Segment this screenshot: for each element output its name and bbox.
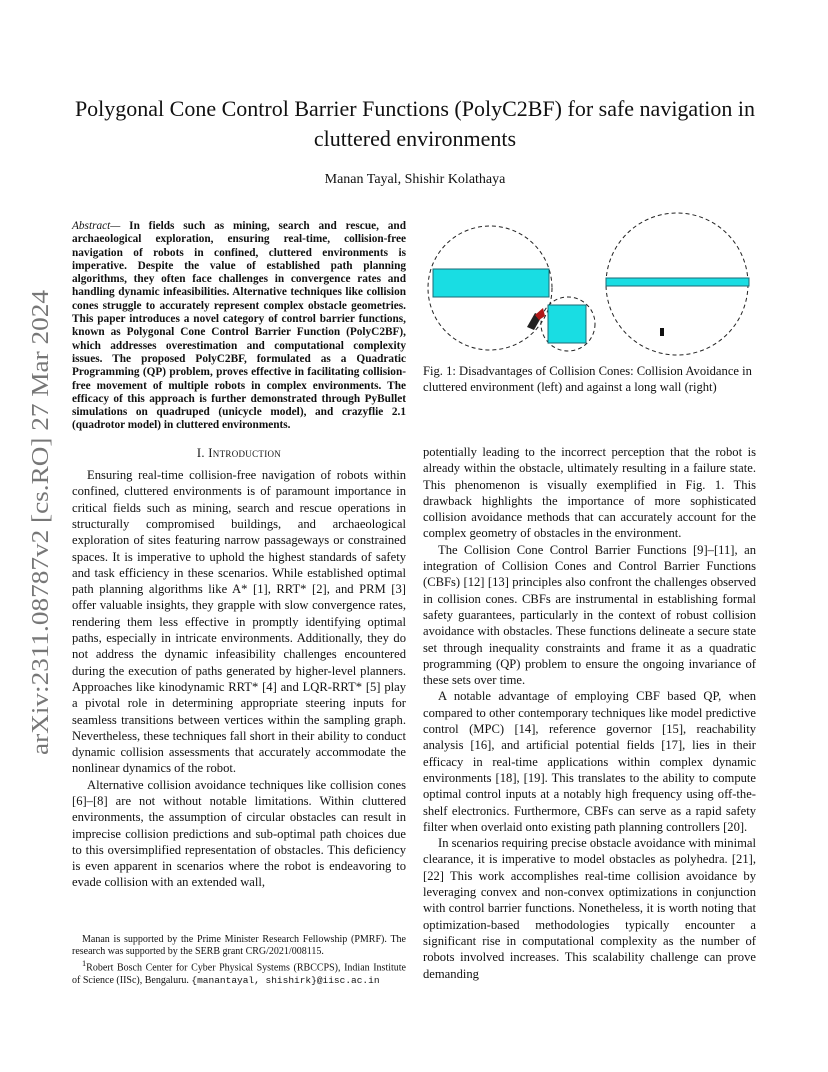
paragraph: In scenarios requiring precise obstacle avoidance with minimal clearance, it is imperative to model obstacles as polyhedra. [21], [22] This work accomplishes real-time collision avoidance by leveraging convex and non-convex optimizations in conjunction with control barrier functions. Nonetheless, it is worth noting that optimization-based methodologies typically encounter a significant rise in computational complexity as the number of robots involved increases. This scalability challenge can prove demanding [423,836,756,981]
abstract-text: In fields such as mining, search and rescue, and archaeological exploration, ensuring real-time, collision-free navigation of robots in confined, cluttered environments is imperative. Despite the value of established path planning algorithms, they often face challenges in convergence rates and handling dynamic infeasibilities. Alternative techniques like collision cones struggle to accurately represent complex obstacle geometries. This paper introduces a novel category of control barrier functions, known as Polygonal Cone Control Barrier Function (PolyC2BF), which addresses overestimation and computational complexity issues. The proposed PolyC2BF, formulated as a Quadratic Programming (QP) problem, proves effective in facilitating collision-free movement of multiple robots in complex environments. The efficacy of this approach is further demonstrated through PyBullet simulations on quadruped (unicycle model), and crazyflie 2.1 (quadrotor model) in cluttered environments. [72,220,406,432]
section-heading-introduction: I. Introduction [196,445,282,460]
obstacle-wall-left [433,269,549,297]
footnote-affiliation [72,958,406,987]
abstract-label: Abstract— [72,220,121,232]
robot-marker-right [660,328,664,336]
footnote-marker: 1 [82,959,87,969]
footnote-email: {manantayal, shishirk}@iisc.ac.in [191,974,380,986]
left-column [72,220,406,891]
figure-1-caption: Fig. 1: Disadvantages of Collision Cones: Collision Avoidance in cluttered environment (left) and against a long wall (right) [423,364,752,395]
footnotes [72,934,406,987]
paragraph: A notable advantage of employing CBF based QP, when compared to other contemporary techniques like model predictive control (MPC) [14], reference governor [15], reachability analysis [16], and artificial potential fields [17], lies in their efficacy in real-time applications within complex dynamic environments [18], [19]. This translates to the ability to compute optimal control inputs at a notably high frequency using off-the-shelf electronics. Furthermore, CBFs can serve as a rapid safety filter when overlaid onto existing path planning controllers [20]. [423,689,756,834]
arxiv-id: arXiv:2311.08787v2 [cs.RO] 27 Mar 2024 [28,345,54,755]
paper-authors: Manan Tayal, Shishir Kolathaya [324,172,506,187]
paragraph: The Collision Cone Control Barrier Functions [9]–[11], an integration of Collision Cones and Control Barrier Functions (CBFs) [12] [13] principles also confront the challenges observed in collision cones. CBFs are instrumental in establishing formal safety guarantees, particularly in the context of robust collision avoidance with obstacles. These functions delineate a secure state set through inequality constraints and frame it as a quadratic programming (QP) problem to ensure the ongoing invariance of these sets over time. [423,542,756,688]
robot-marker [527,308,545,330]
right-column [423,444,756,982]
paragraph: potentially leading to the incorrect perception that the robot is already within the obstacle, ultimately resulting in a failure state. This phenomenon is visually exemplified in Fig. 1. This drawback highlights the importance of more sophisticated collision avoidance methods that can accurately account for the complex geometry of obstacles in the environment. [423,445,756,541]
obstacle-long-wall [606,278,749,286]
abstract [72,220,406,433]
obstacle-box [548,305,586,343]
figure-1 [423,212,756,360]
arxiv-stamp [10,285,60,765]
paragraph: Alternative collision avoidance techniques like collision cones [6]–[8] are not without notable limitations. Within cluttered environments, the assumption of circular obstacles can result in imprecise collision predictions and sub-optimal path choices due to this oversimplified representation of obstacles. This deficiency is even apparent in scenarios where the robot is endeavoring to evade collision with an extended wall, [72,777,406,890]
figure-1-illustration [423,212,756,360]
paragraph: Ensuring real-time collision-free navigation of robots within confined, cluttered environments is of paramount importance in critical fields such as mining, search and rescue operations in structurally compromised buildings, and archaeological exploration of sites featuring narrow passageways or constrained spaces. It is imperative to uphold the highest standards of safety and task efficiency in these scenarios. While established optimal path planning algorithms like A* [1], RRT* [2], and PRM [3] offer valuable insights, they grapple with slow convergence rates, rendering them less effective in promptly identifying optimal paths, especially in intricate environments. Additionally, they do not address the dynamic infeasibility challenges encountered during the execution of paths generated by higher-level planners. Approaches like kinodynamic RRT* [4] and LQR-RRT* [5] play a pivotal role in determining appropriate steering inputs for seamless transitions between vertices within the sampling graph. Nevertheless, these techniques fall short in their ability to conduct dynamic collision assessments that accurately accommodate the nonlinear dynamics of the robot. [72,468,406,776]
footnote-funding: Manan is supported by the Prime Minister Research Fellowship (PMRF). The research was supported by the SERB grant CRG/2021/008115. [72,934,406,958]
footnote-affiliation-text: Robert Bosch Center for Cyber Physical Systems (RBCCPS), Indian Institute of Science (IISc), Bengaluru. [72,962,406,986]
paper-title: Polygonal Cone Control Barrier Functions (PolyC2BF) for safe navigation in cluttered environments [74,96,756,151]
